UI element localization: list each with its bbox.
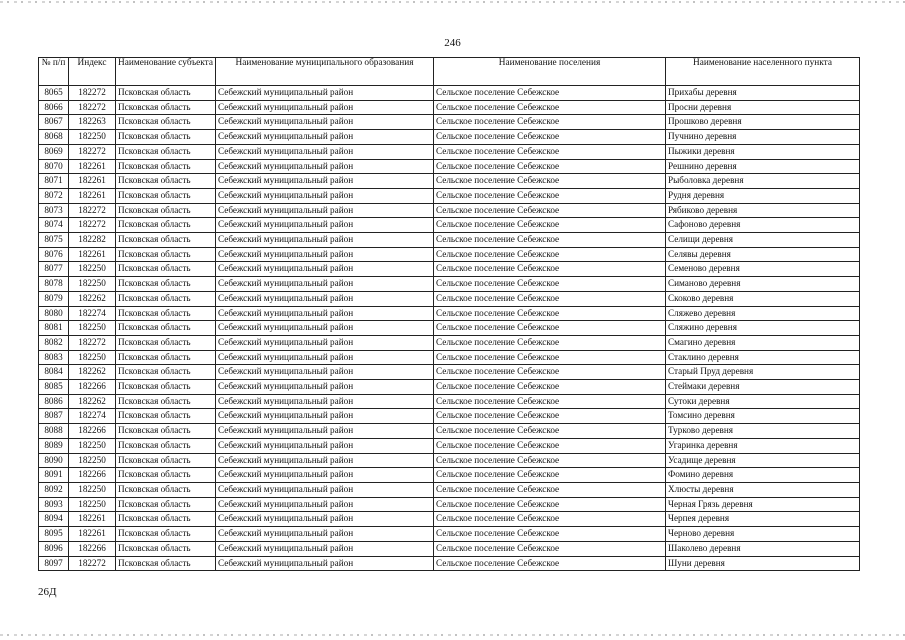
cell-index: 182250 (69, 350, 116, 365)
cell-num: 8094 (39, 512, 69, 527)
cell-settlement: Сельское поселение Себежское (434, 100, 666, 115)
cell-num: 8097 (39, 556, 69, 571)
table-row (39, 130, 860, 145)
cell-num: 8090 (39, 453, 69, 468)
cell-num: 8083 (39, 350, 69, 365)
cell-subject: Псковская область (116, 394, 216, 409)
cell-settlement: Сельское поселение Себежское (434, 365, 666, 380)
table-row (39, 556, 860, 571)
cell-settlement: Сельское поселение Себежское (434, 527, 666, 542)
cell-index: 182272 (69, 203, 116, 218)
header-index: Индекс (69, 58, 116, 86)
cell-num: 8078 (39, 277, 69, 292)
cell-municipality: Себежский муниципальный район (216, 262, 434, 277)
cell-locality: Симаново деревня (666, 277, 860, 292)
cell-settlement: Сельское поселение Себежское (434, 174, 666, 189)
cell-municipality: Себежский муниципальный район (216, 468, 434, 483)
table-row (39, 115, 860, 130)
cell-municipality: Себежский муниципальный район (216, 380, 434, 395)
cell-index: 182250 (69, 277, 116, 292)
table-row (39, 394, 860, 409)
table-row (39, 203, 860, 218)
table-row (39, 453, 860, 468)
cell-locality: Сляжино деревня (666, 321, 860, 336)
cell-subject: Псковская область (116, 438, 216, 453)
cell-settlement: Сельское поселение Себежское (434, 262, 666, 277)
cell-subject: Псковская область (116, 100, 216, 115)
cell-index: 182272 (69, 335, 116, 350)
cell-municipality: Себежский муниципальный район (216, 247, 434, 262)
cell-subject: Псковская область (116, 159, 216, 174)
cell-settlement: Сельское поселение Себежское (434, 144, 666, 159)
cell-locality: Шаколево деревня (666, 541, 860, 556)
cell-settlement: Сельское поселение Себежское (434, 277, 666, 292)
header-municipality: Наименование муниципального образования (216, 58, 434, 86)
cell-subject: Псковская область (116, 556, 216, 571)
cell-num: 8071 (39, 174, 69, 189)
cell-subject: Псковская область (116, 291, 216, 306)
table-row (39, 291, 860, 306)
header-subject: Наименование субъекта (116, 58, 216, 86)
cell-index: 182250 (69, 497, 116, 512)
cell-subject: Псковская область (116, 188, 216, 203)
cell-locality: Пыжики деревня (666, 144, 860, 159)
cell-municipality: Себежский муниципальный район (216, 497, 434, 512)
table-row (39, 233, 860, 248)
cell-settlement: Сельское поселение Себежское (434, 541, 666, 556)
cell-index: 182272 (69, 218, 116, 233)
footer-code: 26Д (38, 586, 57, 598)
cell-settlement: Сельское поселение Себежское (434, 247, 666, 262)
cell-settlement: Сельское поселение Себежское (434, 453, 666, 468)
cell-num: 8087 (39, 409, 69, 424)
table-row (39, 527, 860, 542)
cell-index: 182272 (69, 100, 116, 115)
table-row (39, 188, 860, 203)
cell-subject: Псковская область (116, 144, 216, 159)
table-row (39, 468, 860, 483)
cell-locality: Сафоново деревня (666, 218, 860, 233)
cell-index: 182262 (69, 394, 116, 409)
cell-settlement: Сельское поселение Себежское (434, 438, 666, 453)
cell-subject: Псковская область (116, 468, 216, 483)
cell-municipality: Себежский муниципальный район (216, 130, 434, 145)
cell-locality: Семеново деревня (666, 262, 860, 277)
cell-settlement: Сельское поселение Себежское (434, 350, 666, 365)
table-row (39, 380, 860, 395)
cell-locality: Решнино деревня (666, 159, 860, 174)
cell-settlement: Сельское поселение Себежское (434, 409, 666, 424)
cell-municipality: Себежский муниципальный район (216, 203, 434, 218)
cell-num: 8081 (39, 321, 69, 336)
cell-locality: Селявы деревня (666, 247, 860, 262)
cell-index: 182250 (69, 482, 116, 497)
cell-locality: Рудня деревня (666, 188, 860, 203)
table-row (39, 306, 860, 321)
cell-num: 8070 (39, 159, 69, 174)
cell-num: 8068 (39, 130, 69, 145)
cell-index: 182261 (69, 174, 116, 189)
table-row (39, 512, 860, 527)
cell-index: 182272 (69, 144, 116, 159)
cell-index: 182250 (69, 262, 116, 277)
cell-index: 182274 (69, 306, 116, 321)
cell-locality: Черная Грязь деревня (666, 497, 860, 512)
cell-locality: Рябиково деревня (666, 203, 860, 218)
cell-municipality: Себежский муниципальный район (216, 218, 434, 233)
cell-num: 8088 (39, 424, 69, 439)
cell-locality: Скоково деревня (666, 291, 860, 306)
cell-municipality: Себежский муниципальный район (216, 335, 434, 350)
cell-num: 8079 (39, 291, 69, 306)
cell-index: 182250 (69, 438, 116, 453)
cell-settlement: Сельское поселение Себежское (434, 130, 666, 145)
header-locality: Наименование населенного пункта (666, 58, 860, 86)
cell-num: 8073 (39, 203, 69, 218)
cell-municipality: Себежский муниципальный район (216, 321, 434, 336)
cell-settlement: Сельское поселение Себежское (434, 291, 666, 306)
table-row (39, 277, 860, 292)
cell-subject: Псковская область (116, 527, 216, 542)
cell-locality: Селищи деревня (666, 233, 860, 248)
cell-municipality: Себежский муниципальный район (216, 306, 434, 321)
cell-num: 8091 (39, 468, 69, 483)
table-row (39, 335, 860, 350)
table-row (39, 424, 860, 439)
cell-settlement: Сельское поселение Себежское (434, 203, 666, 218)
cell-locality: Томсино деревня (666, 409, 860, 424)
cell-index: 182266 (69, 380, 116, 395)
cell-index: 182262 (69, 365, 116, 380)
cell-locality: Стеймаки деревня (666, 380, 860, 395)
cell-municipality: Себежский муниципальный район (216, 291, 434, 306)
cell-settlement: Сельское поселение Себежское (434, 321, 666, 336)
page-number: 246 (444, 37, 461, 49)
cell-municipality: Себежский муниципальный район (216, 144, 434, 159)
cell-locality: Старый Пруд деревня (666, 365, 860, 380)
cell-num: 8075 (39, 233, 69, 248)
table-header-row (39, 58, 860, 86)
table-row (39, 174, 860, 189)
cell-num: 8066 (39, 100, 69, 115)
cell-num: 8067 (39, 115, 69, 130)
cell-num: 8082 (39, 335, 69, 350)
cell-locality: Пучнино деревня (666, 130, 860, 145)
cell-num: 8096 (39, 541, 69, 556)
cell-index: 182282 (69, 233, 116, 248)
cell-num: 8080 (39, 306, 69, 321)
cell-municipality: Себежский муниципальный район (216, 86, 434, 101)
table-body (39, 86, 860, 571)
cell-subject: Псковская область (116, 424, 216, 439)
table-row (39, 144, 860, 159)
table-row (39, 159, 860, 174)
cell-num: 8089 (39, 438, 69, 453)
cell-settlement: Сельское поселение Себежское (434, 424, 666, 439)
scan-edge-bottom (0, 634, 905, 636)
cell-subject: Псковская область (116, 277, 216, 292)
cell-subject: Псковская область (116, 482, 216, 497)
cell-municipality: Себежский муниципальный район (216, 233, 434, 248)
cell-index: 182261 (69, 188, 116, 203)
cell-subject: Псковская область (116, 247, 216, 262)
table-row (39, 86, 860, 101)
cell-num: 8065 (39, 86, 69, 101)
table-row (39, 541, 860, 556)
cell-index: 182250 (69, 321, 116, 336)
cell-locality: Турково деревня (666, 424, 860, 439)
cell-municipality: Себежский муниципальный район (216, 453, 434, 468)
cell-settlement: Сельское поселение Себежское (434, 468, 666, 483)
cell-index: 182272 (69, 86, 116, 101)
cell-subject: Псковская область (116, 115, 216, 130)
scan-edge-top (0, 1, 905, 3)
cell-subject: Псковская область (116, 365, 216, 380)
cell-settlement: Сельское поселение Себежское (434, 394, 666, 409)
cell-index: 182266 (69, 424, 116, 439)
cell-settlement: Сельское поселение Себежское (434, 556, 666, 571)
cell-locality: Черново деревня (666, 527, 860, 542)
cell-locality: Просни деревня (666, 100, 860, 115)
cell-settlement: Сельское поселение Себежское (434, 335, 666, 350)
cell-index: 182263 (69, 115, 116, 130)
cell-settlement: Сельское поселение Себежское (434, 380, 666, 395)
cell-subject: Псковская область (116, 409, 216, 424)
table-row (39, 497, 860, 512)
cell-index: 182261 (69, 159, 116, 174)
cell-locality: Прихабы деревня (666, 86, 860, 101)
cell-num: 8093 (39, 497, 69, 512)
cell-subject: Псковская область (116, 203, 216, 218)
cell-settlement: Сельское поселение Себежское (434, 306, 666, 321)
cell-locality: Стаклино деревня (666, 350, 860, 365)
cell-index: 182261 (69, 512, 116, 527)
cell-subject: Псковская область (116, 174, 216, 189)
cell-settlement: Сельское поселение Себежское (434, 233, 666, 248)
cell-municipality: Себежский муниципальный район (216, 277, 434, 292)
cell-settlement: Сельское поселение Себежское (434, 115, 666, 130)
cell-subject: Псковская область (116, 130, 216, 145)
cell-municipality: Себежский муниципальный район (216, 350, 434, 365)
cell-municipality: Себежский муниципальный район (216, 438, 434, 453)
cell-settlement: Сельское поселение Себежское (434, 218, 666, 233)
cell-locality: Усадище деревня (666, 453, 860, 468)
cell-num: 8077 (39, 262, 69, 277)
cell-num: 8092 (39, 482, 69, 497)
cell-num: 8074 (39, 218, 69, 233)
cell-settlement: Сельское поселение Себежское (434, 188, 666, 203)
cell-municipality: Себежский муниципальный район (216, 424, 434, 439)
cell-subject: Псковская область (116, 218, 216, 233)
cell-locality: Черпея деревня (666, 512, 860, 527)
cell-num: 8084 (39, 365, 69, 380)
cell-index: 182261 (69, 527, 116, 542)
table-row (39, 438, 860, 453)
cell-locality: Сутоки деревня (666, 394, 860, 409)
cell-num: 8085 (39, 380, 69, 395)
table-row (39, 365, 860, 380)
cell-subject: Псковская область (116, 380, 216, 395)
cell-subject: Псковская область (116, 512, 216, 527)
cell-index: 182272 (69, 556, 116, 571)
cell-num: 8072 (39, 188, 69, 203)
cell-settlement: Сельское поселение Себежское (434, 512, 666, 527)
table-row (39, 218, 860, 233)
cell-locality: Рыболовка деревня (666, 174, 860, 189)
table-row (39, 409, 860, 424)
cell-locality: Шуни деревня (666, 556, 860, 571)
cell-locality: Прошково деревня (666, 115, 860, 130)
cell-settlement: Сельское поселение Себежское (434, 482, 666, 497)
table-row (39, 482, 860, 497)
cell-municipality: Себежский муниципальный район (216, 159, 434, 174)
cell-municipality: Себежский муниципальный район (216, 512, 434, 527)
cell-index: 182262 (69, 291, 116, 306)
cell-index: 182250 (69, 453, 116, 468)
cell-locality: Фомино деревня (666, 468, 860, 483)
cell-index: 182274 (69, 409, 116, 424)
cell-subject: Псковская область (116, 306, 216, 321)
cell-settlement: Сельское поселение Себежское (434, 159, 666, 174)
table-row (39, 247, 860, 262)
cell-settlement: Сельское поселение Себежское (434, 497, 666, 512)
table-row (39, 321, 860, 336)
cell-municipality: Себежский муниципальный район (216, 394, 434, 409)
cell-index: 182250 (69, 130, 116, 145)
cell-subject: Псковская область (116, 321, 216, 336)
cell-municipality: Себежский муниципальный район (216, 527, 434, 542)
header-settlement: Наименование поселения (434, 58, 666, 86)
cell-num: 8086 (39, 394, 69, 409)
cell-index: 182266 (69, 468, 116, 483)
cell-locality: Хлюсты деревня (666, 482, 860, 497)
cell-subject: Псковская область (116, 233, 216, 248)
cell-municipality: Себежский муниципальный район (216, 482, 434, 497)
table-row (39, 100, 860, 115)
cell-subject: Псковская область (116, 497, 216, 512)
cell-num: 8069 (39, 144, 69, 159)
cell-municipality: Себежский муниципальный район (216, 541, 434, 556)
table-row (39, 350, 860, 365)
cell-municipality: Себежский муниципальный район (216, 556, 434, 571)
cell-subject: Псковская область (116, 350, 216, 365)
locality-table (38, 57, 860, 571)
header-num: № п/п (39, 58, 69, 86)
cell-subject: Псковская область (116, 453, 216, 468)
cell-locality: Смагино деревня (666, 335, 860, 350)
cell-settlement: Сельское поселение Себежское (434, 86, 666, 101)
cell-num: 8095 (39, 527, 69, 542)
cell-index: 182266 (69, 541, 116, 556)
table-row (39, 262, 860, 277)
cell-index: 182261 (69, 247, 116, 262)
cell-municipality: Себежский муниципальный район (216, 174, 434, 189)
cell-municipality: Себежский муниципальный район (216, 188, 434, 203)
cell-municipality: Себежский муниципальный район (216, 100, 434, 115)
cell-subject: Псковская область (116, 86, 216, 101)
cell-subject: Псковская область (116, 335, 216, 350)
cell-num: 8076 (39, 247, 69, 262)
cell-municipality: Себежский муниципальный район (216, 409, 434, 424)
cell-municipality: Себежский муниципальный район (216, 115, 434, 130)
cell-locality: Сляжево деревня (666, 306, 860, 321)
cell-municipality: Себежский муниципальный район (216, 365, 434, 380)
cell-subject: Псковская область (116, 262, 216, 277)
cell-subject: Псковская область (116, 541, 216, 556)
cell-locality: Угаринка деревня (666, 438, 860, 453)
